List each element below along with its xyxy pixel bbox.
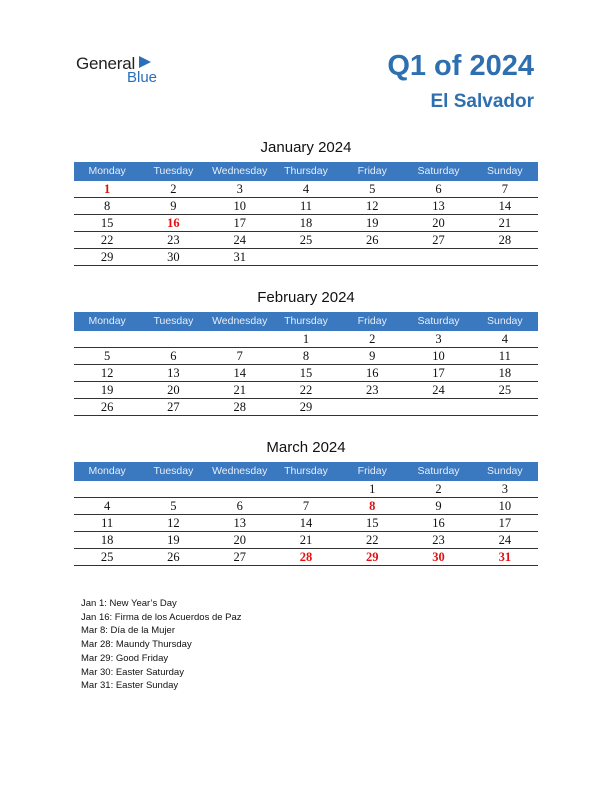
week-row <box>74 532 538 549</box>
month-february <box>74 288 538 416</box>
holiday-item: Jan 16: Firma de los Acuerdos de Paz <box>81 611 242 623</box>
day-cell: 27 <box>167 400 180 414</box>
weekday-label: Tuesday <box>153 165 194 177</box>
weekday-label: Sunday <box>487 465 523 477</box>
day-cell: 1 <box>302 332 310 346</box>
day-cell: 5 <box>104 349 111 363</box>
day-cell: 7 <box>236 349 243 363</box>
day-cell: 20 <box>432 216 445 230</box>
weekday-label: Thursday <box>284 465 328 477</box>
weekday-header <box>74 162 538 181</box>
day-cell: 25 <box>299 233 313 247</box>
day-cell: 28 <box>299 550 313 564</box>
day-cell: 2 <box>170 182 177 196</box>
day-cell: 13 <box>233 516 246 530</box>
day-cell: 29 <box>100 250 114 264</box>
day-cell: 24 <box>233 233 246 247</box>
day-cell: 18 <box>100 533 114 547</box>
weekday-label: Friday <box>357 315 387 327</box>
day-cell: 16 <box>167 216 180 230</box>
weekday-label: Saturday <box>417 165 460 177</box>
day-cell: 25 <box>498 383 512 397</box>
week-row <box>74 498 538 515</box>
weekday-label: Wednesday <box>212 465 268 477</box>
holiday-item: Mar 30: Easter Saturday <box>81 666 184 678</box>
day-cell: 6 <box>435 182 442 196</box>
day-cell: 22 <box>299 383 313 397</box>
day-cell: 4 <box>501 332 508 346</box>
day-cell: 16 <box>432 516 445 530</box>
day-cell: 3 <box>435 332 442 346</box>
day-cell: 26 <box>167 550 180 564</box>
day-cell <box>472 249 538 265</box>
weekday-label: Tuesday <box>153 465 194 477</box>
holiday-item: Mar 31: Easter Sunday <box>81 680 179 692</box>
day-cell: 12 <box>100 366 114 380</box>
day-cell: 21 <box>299 533 313 547</box>
day-cell <box>339 249 405 265</box>
day-cell: 2 <box>369 332 376 346</box>
day-cell: 12 <box>167 516 180 530</box>
day-cell: 15 <box>100 216 114 230</box>
day-cell: 17 <box>498 516 512 530</box>
day-cell: 24 <box>498 533 512 547</box>
holiday-item: Jan 1: New Year’s Day <box>81 598 177 609</box>
day-cell: 29 <box>299 400 313 414</box>
day-cell: 21 <box>233 383 246 397</box>
week-row <box>74 382 538 399</box>
weekday-header <box>74 312 538 331</box>
month-title: February 2024 <box>257 289 355 306</box>
day-cell: 14 <box>498 199 512 213</box>
day-cell: 6 <box>236 499 243 513</box>
page-title: Q1 of 2024 <box>387 50 534 82</box>
week-row <box>74 481 538 498</box>
week-row <box>74 198 538 215</box>
weekday-label: Thursday <box>284 315 328 327</box>
holiday-item: Mar 28: Maundy Thursday <box>81 639 192 651</box>
day-cell <box>273 481 339 497</box>
month-title: January 2024 <box>260 139 352 156</box>
week-row <box>74 331 538 348</box>
day-cell: 26 <box>100 400 114 414</box>
weekday-label: Sunday <box>487 165 523 177</box>
month-march <box>74 438 538 566</box>
week-row <box>74 215 538 232</box>
day-cell: 11 <box>498 349 511 363</box>
day-cell: 7 <box>501 182 508 196</box>
weekday-label: Monday <box>88 315 126 327</box>
week-row <box>74 399 538 416</box>
logo <box>76 52 176 88</box>
day-cell: 14 <box>299 516 313 530</box>
week-row <box>74 348 538 365</box>
week-row <box>74 515 538 532</box>
weekday-label: Monday <box>88 165 126 177</box>
day-cell: 4 <box>302 182 310 196</box>
weekday-label: Saturday <box>417 465 460 477</box>
day-cell: 22 <box>100 233 114 247</box>
day-cell: 5 <box>369 182 376 196</box>
day-cell: 11 <box>101 516 114 530</box>
day-cell <box>207 481 273 497</box>
day-cell: 14 <box>233 366 246 380</box>
day-cell: 5 <box>170 499 177 513</box>
weekday-header <box>74 462 538 481</box>
day-cell: 8 <box>302 349 310 363</box>
holiday-list <box>81 597 242 693</box>
month-january <box>74 138 538 266</box>
day-cell: 19 <box>100 383 114 397</box>
weekday-label: Thursday <box>284 165 328 177</box>
weekday-label: Saturday <box>417 315 460 327</box>
day-cell: 13 <box>167 366 180 380</box>
day-cell: 30 <box>432 550 445 564</box>
country-name: El Salvador <box>430 91 534 112</box>
day-cell <box>273 249 339 265</box>
day-cell: 1 <box>369 482 376 496</box>
holiday-item: Mar 8: Día de la Mujer <box>81 625 175 637</box>
day-cell: 18 <box>299 216 313 230</box>
weekday-label: Sunday <box>487 315 523 327</box>
day-cell: 8 <box>369 499 376 513</box>
day-cell: 10 <box>233 199 246 213</box>
day-cell: 3 <box>236 182 243 196</box>
day-cell: 10 <box>432 349 445 363</box>
day-cell: 13 <box>432 199 445 213</box>
day-cell: 19 <box>366 216 379 230</box>
day-cell: 4 <box>104 499 111 513</box>
day-cell: 20 <box>233 533 246 547</box>
day-cell: 29 <box>366 550 379 564</box>
weekday-label: Wednesday <box>212 165 268 177</box>
day-cell: 28 <box>233 400 246 414</box>
day-cell <box>207 331 273 347</box>
day-cell: 9 <box>170 199 177 213</box>
day-cell <box>74 481 140 497</box>
day-cell <box>74 331 140 347</box>
day-cell <box>140 331 206 347</box>
day-cell: 9 <box>435 499 442 513</box>
weekday-label: Friday <box>357 465 387 477</box>
weekday-label: Tuesday <box>153 315 194 327</box>
day-cell: 1 <box>104 182 111 196</box>
day-cell: 15 <box>299 366 313 380</box>
day-cell: 27 <box>233 550 246 564</box>
flag-icon <box>139 56 151 68</box>
day-cell: 11 <box>299 199 312 213</box>
week-row <box>74 232 538 249</box>
day-cell: 8 <box>104 199 111 213</box>
day-cell: 22 <box>366 533 379 547</box>
day-cell: 30 <box>167 250 180 264</box>
week-row <box>74 181 538 198</box>
day-cell: 26 <box>366 233 379 247</box>
day-cell: 17 <box>432 366 445 380</box>
day-cell: 31 <box>498 550 512 564</box>
day-cell <box>472 399 538 415</box>
day-cell: 24 <box>432 383 445 397</box>
day-cell: 17 <box>233 216 246 230</box>
day-cell <box>405 399 471 415</box>
logo-general-text: General <box>76 54 136 73</box>
weekday-label: Friday <box>357 165 387 177</box>
day-cell: 23 <box>167 233 180 247</box>
day-cell: 2 <box>435 482 442 496</box>
month-title: March 2024 <box>266 439 346 456</box>
day-cell: 15 <box>366 516 379 530</box>
week-row <box>74 365 538 382</box>
day-cell: 23 <box>432 533 445 547</box>
logo-blue-text: Blue <box>127 69 158 86</box>
day-cell: 19 <box>167 533 180 547</box>
day-cell: 7 <box>302 499 310 513</box>
day-cell: 31 <box>233 250 246 264</box>
day-cell <box>140 481 206 497</box>
day-cell: 16 <box>366 366 379 380</box>
weekday-label: Wednesday <box>212 315 268 327</box>
day-cell: 9 <box>369 349 376 363</box>
week-row <box>74 249 538 266</box>
day-cell: 6 <box>170 349 177 363</box>
day-cell: 27 <box>432 233 445 247</box>
day-cell: 18 <box>498 366 512 380</box>
day-cell <box>405 249 471 265</box>
week-row <box>74 549 538 566</box>
day-cell: 21 <box>498 216 512 230</box>
day-cell: 23 <box>366 383 379 397</box>
day-cell: 3 <box>501 482 508 496</box>
weekday-label: Monday <box>88 465 126 477</box>
day-cell: 20 <box>167 383 180 397</box>
day-cell <box>339 399 405 415</box>
day-cell: 28 <box>498 233 512 247</box>
day-cell: 10 <box>498 499 512 513</box>
day-cell: 12 <box>366 199 379 213</box>
holiday-item: Mar 29: Good Friday <box>81 652 169 664</box>
day-cell: 25 <box>100 550 114 564</box>
